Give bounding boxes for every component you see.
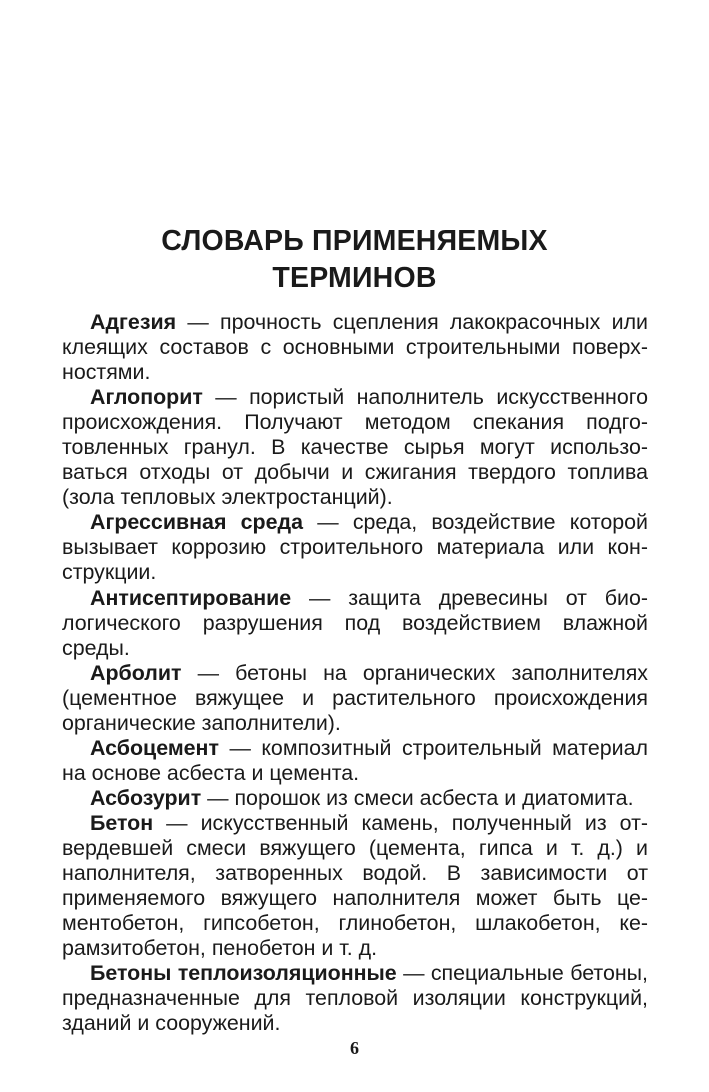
glossary-definition: — пористый наполнитель искусственного происхождения. Получают методом спекания подготовленных гранул. В качестве сырья могут использоваться отходы от добычи и сжигания твердого топлива (зола тепловых электростанций). [62, 385, 648, 510]
page-number: 6 [350, 1038, 359, 1058]
glossary-term: Адгезия [90, 310, 177, 334]
glossary-entry-adhesion [62, 310, 648, 385]
glossary-definition: — специальные бетоны, предназначенные для тепловой изоляции конструкций, зданий и сооружений. [62, 961, 648, 1036]
glossary-term: Арболит [90, 660, 182, 685]
glossary-term: Антисептирование [90, 585, 292, 610]
glossary-term: Бетоны теплоизоляционные [90, 961, 397, 986]
glossary-entry-insulating-concrete [62, 961, 648, 1036]
glossary-definition: — искусственный камень, полученный из отвердевшей смеси вяжущего (цемента, гипса и т. д.) и наполнителя, затворенных водой. В зависимости от применяемого вяжущего наполнителя может быть цементобетон, гипсобетон, глинобетон, шлакобетон, керамзитобетон, пенобетон и т. д. [62, 810, 648, 961]
glossary-definition: — порошок из смеси асбеста и диатомита. [201, 785, 634, 810]
glossary-entry-asbozurite [62, 786, 648, 811]
glossary-term: Асбоцемент [90, 735, 219, 760]
glossary-entry-concrete [62, 811, 648, 961]
glossary-definition: — композитный строительный материал на основе асбеста и цемента. [62, 735, 648, 785]
page-title-line-2: ТЕРМИНОВ [272, 262, 437, 295]
glossary-term: Агрессивная среда [90, 510, 303, 535]
glossary-definition: — среда, воздействие которой вызывает коррозию строительного материала или конструкции. [62, 510, 648, 585]
glossary-definition: — защита древесины от биологического разрушения под воздействием влажной среды. [62, 585, 648, 660]
glossary-entry-asbestos-cement [62, 736, 648, 786]
glossary-entries [62, 310, 648, 1036]
glossary-entry-aggressive-environment [62, 510, 648, 585]
glossary-term: Бетон [90, 810, 154, 835]
glossary-entry-agloporite [62, 385, 648, 510]
glossary-entry-antiseptic-treatment [62, 586, 648, 661]
glossary-definition: — прочность сцепления лакокрасочных или клеящих составов с основными строительными поверхностями. [62, 310, 648, 385]
glossary-definition: — бетоны на органических заполнителях (цементное вяжущее и растительного происхождения органические заполнители). [62, 660, 648, 735]
glossary-term: Аглопорит [90, 385, 203, 410]
page-title [0, 223, 709, 297]
glossary-entry-arbolite [62, 661, 648, 736]
glossary-term: Асбозурит [90, 785, 202, 810]
page-title-line-1: СЛОВАРЬ ПРИМЕНЯЕМЫХ [161, 225, 548, 258]
